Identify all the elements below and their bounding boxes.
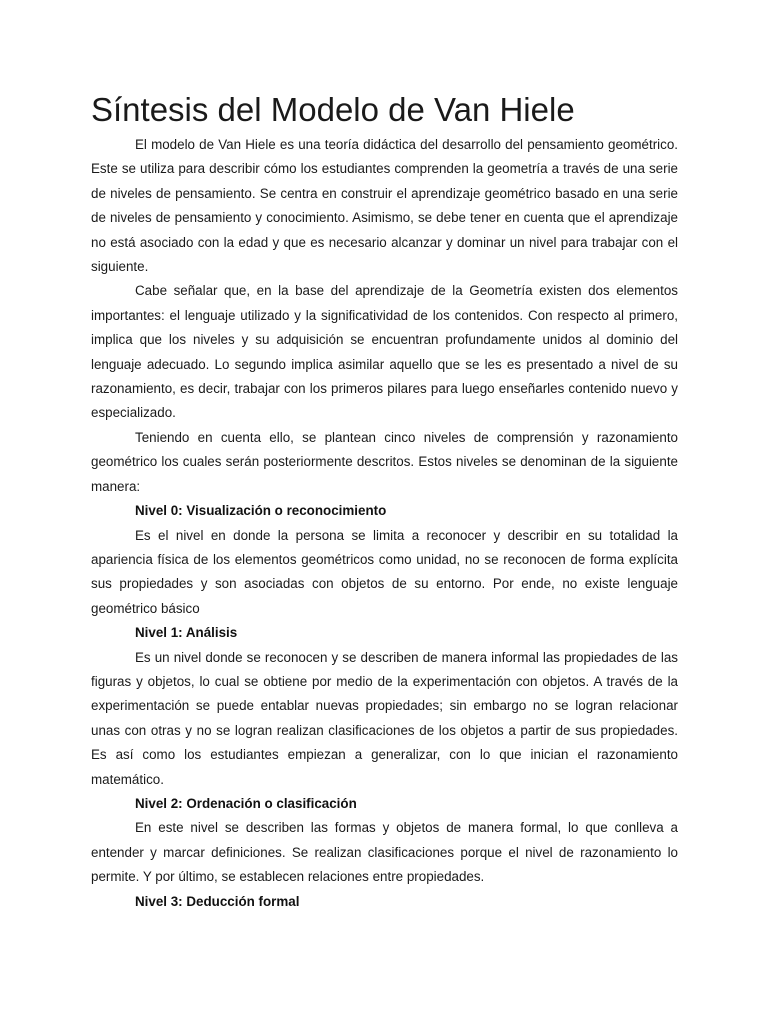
heading-nivel-1: Nivel 1: Análisis [135, 625, 238, 641]
paragraph-nivel-1: Es un nivel donde se reconocen y se describen de manera informal las propiedades de las figuras y objetos, lo cual se obtiene por medio de la experimentación con objetos. A través de la experimentación se puede entablar nuevas propiedades; sin embargo no se logran relacionar unas con otras y no se logran realizan clasificaciones de los objetos a partir de sus propiedades. Es así como los estudiantes empiezan a generalizar, con lo que inician el razonamiento matemático. [91, 649, 678, 787]
paragraph-levels-intro: Teniendo en cuenta ello, se plantean cinco niveles de comprensión y razonamiento geométrico los cuales serán posteriormente descritos. Estos niveles se denominan de la siguiente manera: [91, 429, 678, 494]
heading-nivel-3: Nivel 3: Deducción formal [135, 893, 300, 909]
paragraph-nivel-2: En este nivel se describen las formas y objetos de manera formal, lo que conlleva a entender y marcar definiciones. Se realizan clasificaciones porque el nivel de razonamiento lo permite. Y por último, se establecen relaciones entre propiedades. [91, 820, 678, 885]
document-title: Síntesis del Modelo de Van Hiele [91, 91, 575, 128]
paragraph-elements: Cabe señalar que, en la base del aprendizaje de la Geometría existen dos elementos importantes: el lenguaje utilizado y la significatividad de los contenidos. Con respecto al primero, implica que los niveles y su adquisición se encuentran profundamente unidos al dominio del lenguaje adecuado. Lo segundo implica asimilar aquello que se les es presentado a nivel de su razonamiento, es decir, trabajar con los primeros pilares para luego enseñarles contenido nuevo y especializado. [91, 283, 678, 421]
paragraph-nivel-0: Es el nivel en donde la persona se limita a reconocer y describir en su totalidad la apariencia física de los elementos geométricos como unidad, no se reconocen de forma explícita sus propiedades y son asociadas con objetos de su entorno. Por ende, no existe lenguaje geométrico básico [91, 527, 678, 616]
heading-nivel-2: Nivel 2: Ordenación o clasificación [135, 795, 357, 811]
document-body [91, 133, 678, 914]
heading-nivel-0: Nivel 0: Visualización o reconocimiento [135, 503, 387, 519]
paragraph-intro: El modelo de Van Hiele es una teoría didáctica del desarrollo del pensamiento geométrico. Este se utiliza para describir cómo los estudiantes comprenden la geometría a través de una serie de niveles de pensamiento. Se centra en construir el aprendizaje geométrico basado en una serie de niveles de pensamiento y conocimiento. Asimismo, se debe tener en cuenta que el aprendizaje no está asociado con la edad y que es necesario alcanzar y dominar un nivel para trabajar con el siguiente. [91, 137, 678, 275]
